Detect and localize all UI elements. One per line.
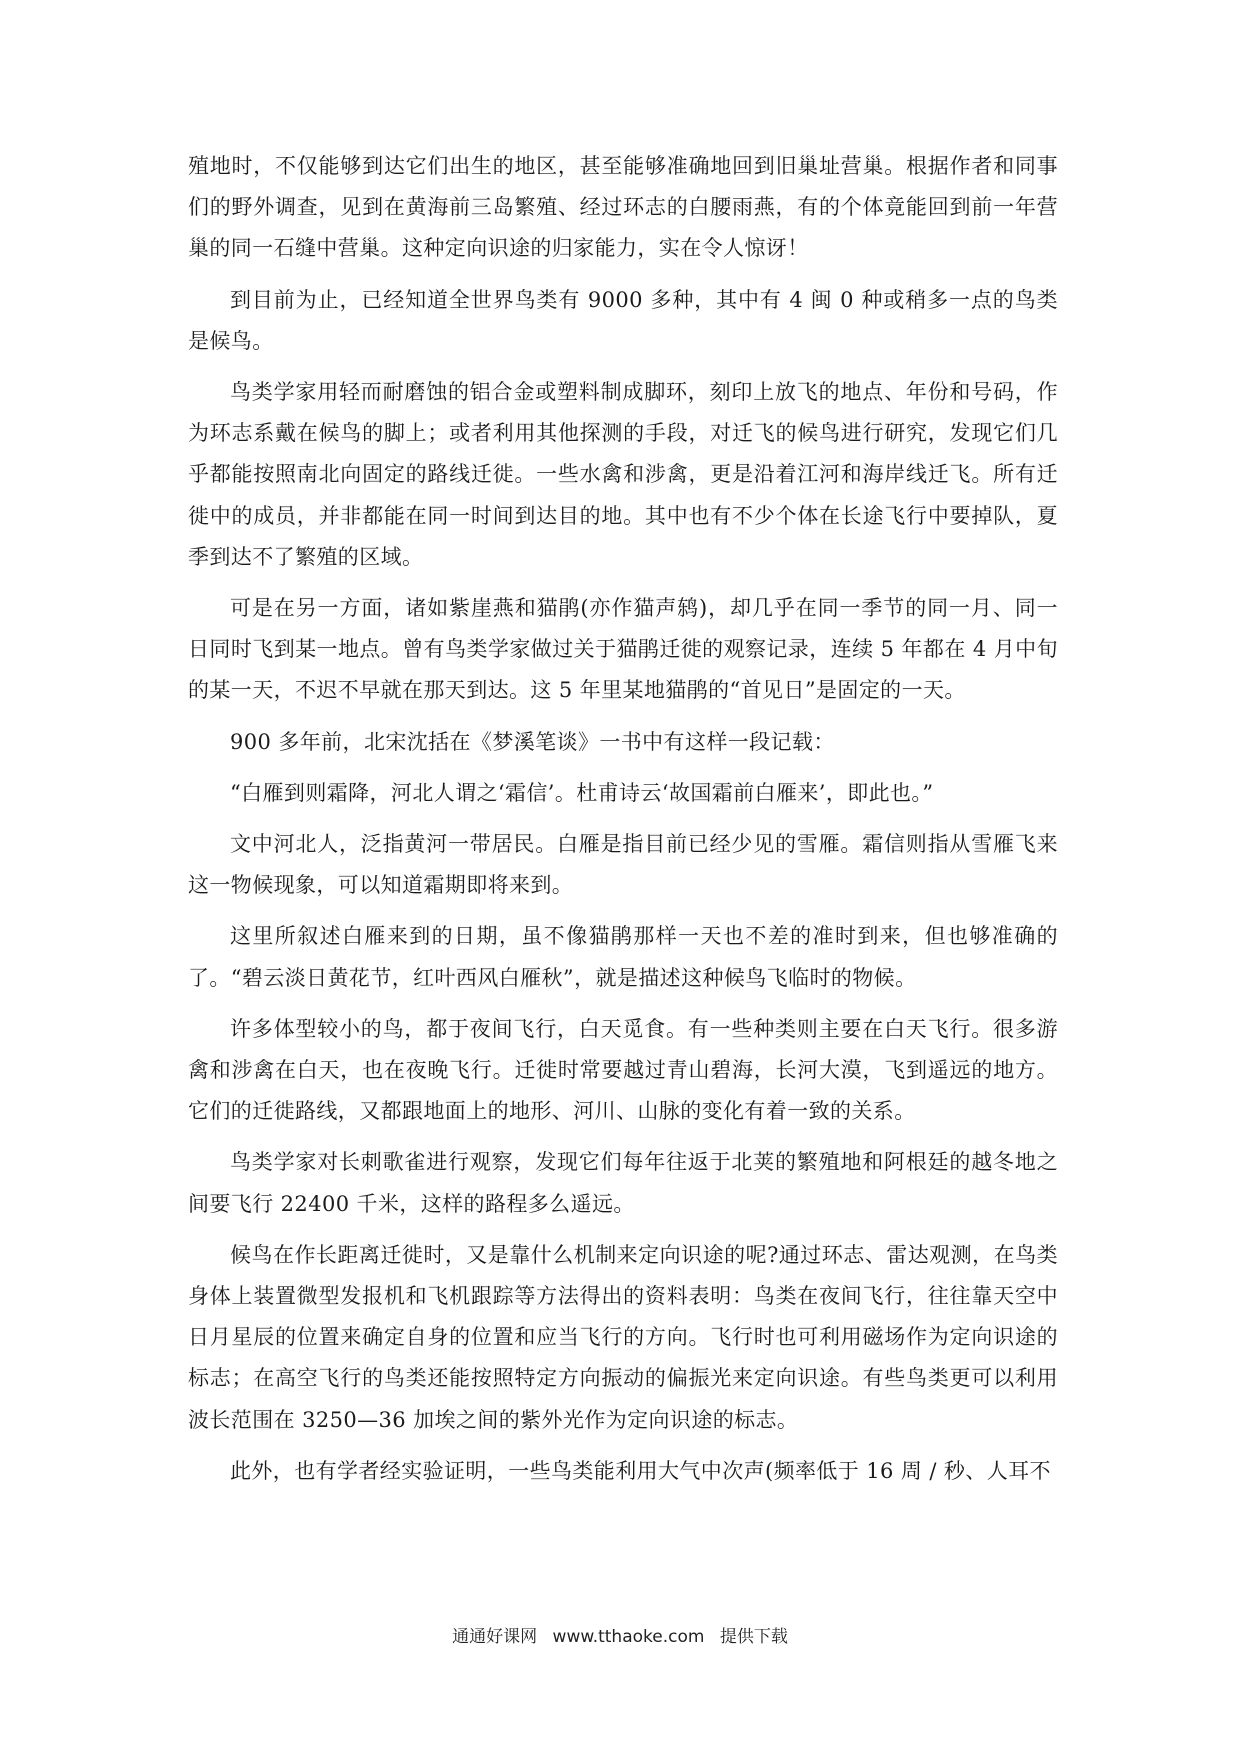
page-footer	[0, 1622, 1240, 1647]
paragraph-bird-species-count: 到目前为止，已经知道全世界鸟类有 9000 多种，其中有 4 闽 0 种或稍多一点的鸟类是候鸟。	[188, 287, 1058, 353]
paragraph-continuation: 殖地时，不仅能够到达它们出生的地区，甚至能够准确地回到旧巢址营巢。根据作者和同事们的野外调查，见到在黄海前三岛繁殖、经过环志的白腰雨燕，有的个体竟能回到前一年营巢的同一石缝中营巢。这种定向识途的归家能力，实在令人惊讶！	[188, 154, 1058, 261]
article-body	[188, 146, 1058, 1492]
paragraph-quotation: “白雁到则霜降，河北人谓之‘霜信’。杜甫诗云‘故国霜前白雁来’，即此也。”	[230, 780, 934, 805]
paragraph-catbird-arrival: 可是在另一方面，诸如紫崖燕和猫鹃(亦作猫声鸫)，却几乎在同一季节的同一月、同一日同时飞到某一地点。曾有鸟类学家做过关于猫鹃迁徙的观察记录，连续 5 年都在 4 月中旬的某一天，不迟不早就在那天到达。这 5 年里某地猫鹃的“首见日”是固定的一天。	[188, 596, 1058, 703]
paragraph-banding-research: 鸟类学家用轻而耐磨蚀的铝合金或塑料制成脚环，刻印上放飞的地点、年份和号码，作为环志系戴在候鸟的脚上；或者利用其他探测的手段，对迁飞的候鸟进行研究，发现它们几乎都能按照南北向固定的路线迁徙。一些水禽和涉禽，更是沿着江河和海岸线迁飞。所有迁徙中的成员，并非都能在同一时间到达目的地。其中也有不少个体在长途飞行中要掉队，夏季到达不了繁殖的区域。	[188, 380, 1058, 569]
paragraph-night-flight: 许多体型较小的鸟，都于夜间飞行，白天觅食。有一些种类则主要在白天飞行。很多游禽和涉禽在白天，也在夜晚飞行。迁徙时常要越过青山碧海，长河大漠，飞到遥远的地方。它们的迁徙路线，又都跟地面上的地形、河川、山脉的变化有着一致的关系。	[188, 1016, 1058, 1124]
footer-site-url[interactable]: www.tthaoke.com	[552, 1627, 705, 1647]
paragraph-bobolink: 鸟类学家对长刺歌雀进行观察，发现它们每年往返于北荚的繁殖地和阿根廷的越冬地之间要飞行 22400 千米，这样的路程多么遥远。	[188, 1150, 1058, 1216]
paragraph-navigation-mechanism: 候鸟在作长距离迁徙时，又是靠什么机制来定向识途的呢?通过环志、雷达观测，在鸟类身体上装置微型发报机和飞机跟踪等方法得出的资料表明：鸟类在夜间飞行，往往靠天空中日月星辰的位置来确定自身的位置和应当飞行的方向。飞行时也可利用磁场作为定向识途的标志；在高空飞行的鸟类还能按照特定方向振动的偏振光来定向识途。有些鸟类更可以利用波长范围在 3250—36 加埃之间的紫外光作为定向识途的标志。	[188, 1242, 1058, 1432]
footer-note: 提供下载	[719, 1627, 788, 1647]
paragraph-shen-kuo-record: 900 多年前，北宋沈括在《梦溪笔谈》一书中有这样一段记载：	[230, 729, 835, 754]
paragraph-white-goose-date: 这里所叙述白雁来到的日期，虽不像猫鹃那样一天也不差的准时到来，但也够准确的了。“碧云淡日黄花节，红叶西风白雁秋”，就是描述这种候鸟飞临时的物候。	[188, 924, 1058, 990]
footer-site-name: 通通好课网	[452, 1627, 538, 1647]
paragraph-explanation: 文中河北人，泛指黄河一带居民。白雁是指目前已经少见的雪雁。霜信则指从雪雁飞来这一物候现象，可以知道霜期即将来到。	[188, 832, 1058, 898]
paragraph-infrasound: 此外，也有学者经实验证明，一些鸟类能利用大气中次声(频率低于 16 周 / 秒、人耳不	[230, 1458, 1051, 1483]
